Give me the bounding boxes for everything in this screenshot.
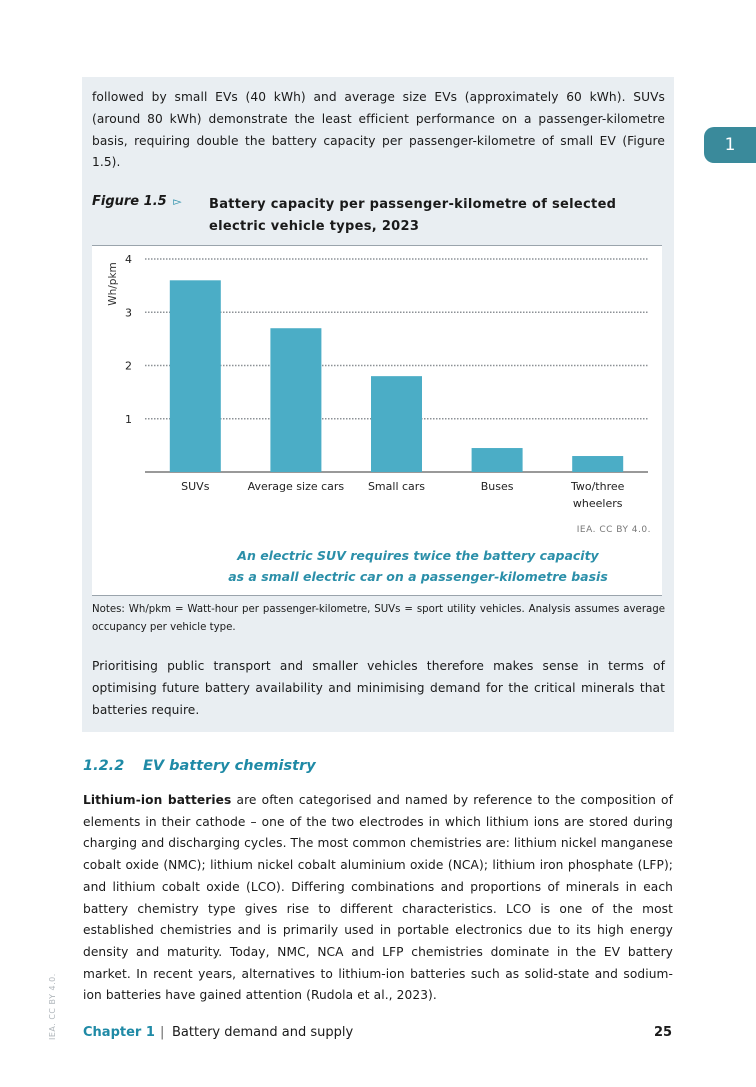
chart-caption-line2: as a small electric car on a passenger-kilometre basis <box>228 569 608 584</box>
y-tick-label: 2 <box>125 359 132 373</box>
bar-average-size-cars <box>270 328 321 472</box>
chart-source: IEA. CC BY 4.0. <box>576 525 651 535</box>
side-watermark: IEA. CC BY 4.0. <box>48 973 57 1040</box>
chart-frame <box>92 245 662 596</box>
x-tick-label: Buses <box>480 480 514 493</box>
y-axis-label: Wh/pkm <box>107 262 119 306</box>
y-tick-label: 1 <box>125 412 132 426</box>
chart-caption-line1: An electric SUV requires twice the battery capacity <box>237 548 599 563</box>
bar-two-three-wheelers <box>572 456 623 472</box>
closing-paragraph: Prioritising public transport and smaller vehicles therefore makes sense in terms of optimising future battery availability and minimising demand for the critical minerals that batteries require. <box>92 659 665 717</box>
footer-title: Battery demand and supply <box>172 1025 354 1040</box>
bar-small-cars <box>371 376 422 472</box>
section-title: EV battery chemistry <box>143 758 316 774</box>
x-tick-label: Two/three <box>570 480 625 493</box>
x-tick-label: wheelers <box>572 497 623 510</box>
figure-notes: Notes: Wh/pkm = Watt-hour per passenger-kilometre, SUVs = sport utility vehicles. Analysis assumes average occupancy per vehicle type. <box>92 604 665 633</box>
footer-chapter[interactable]: Chapter 1 <box>83 1025 155 1040</box>
figure-label <box>92 194 182 209</box>
chapter-tab[interactable]: 1 <box>704 127 756 163</box>
x-tick-label: Average size cars <box>247 480 345 493</box>
figure-marker-icon: ▻ <box>173 195 182 208</box>
figure-title: Battery capacity per passenger-kilometre of selected electric vehicle types, 2023 <box>209 197 617 234</box>
bar-chart <box>92 246 662 595</box>
y-tick-label: 4 <box>125 253 132 266</box>
figure-number: Figure 1.5 <box>92 194 167 209</box>
x-tick-label: SUVs <box>181 480 210 493</box>
page-number: 25 <box>654 1025 673 1040</box>
x-tick-label: Small cars <box>367 480 426 493</box>
footer-separator: | <box>160 1025 165 1040</box>
section-lead-bold: Lithium-ion batteries <box>83 793 232 807</box>
section-body <box>83 790 673 1007</box>
bar-buses <box>472 448 523 472</box>
section-body-text: are often categorised and named by reference to the composition of elements in their cathode – one of the two electrodes in which lithium ions are stored during charging and discharging cycles. The most common chemistries are: lithium nickel manganese cobalt oxide (NMC); lithium nickel cobalt aluminium oxide (NCA); lithium iron phosphate (LFP); and lithium cobalt oxide (LCO). Differing combinations and proportions of minerals in each battery chemistry type gives rise to different characteristics. LCO is one of the most established chemistries and is primarily used in portable electronics due to its high energy density and maturity. Today, NMC, NCA and LFP chemistries dominate in the EV battery market. In recent years, alternatives to lithium-ion batteries such as solid-state and sodium-ion batteries have gained attention (Rudola et al., 2023). <box>83 793 673 1003</box>
y-tick-label: 3 <box>125 306 132 320</box>
section-number: 1.2.2 <box>83 758 125 774</box>
intro-paragraph: followed by small EVs (40 kWh) and average size EVs (approximately 60 kWh). SUVs (around 80 kWh) demonstrate the least efficient performance on a passenger-kilometre basis, requiring double the battery capacity per passenger-kilometre of small EV (Figure 1.5). <box>92 90 665 170</box>
bar-suvs <box>170 280 221 472</box>
